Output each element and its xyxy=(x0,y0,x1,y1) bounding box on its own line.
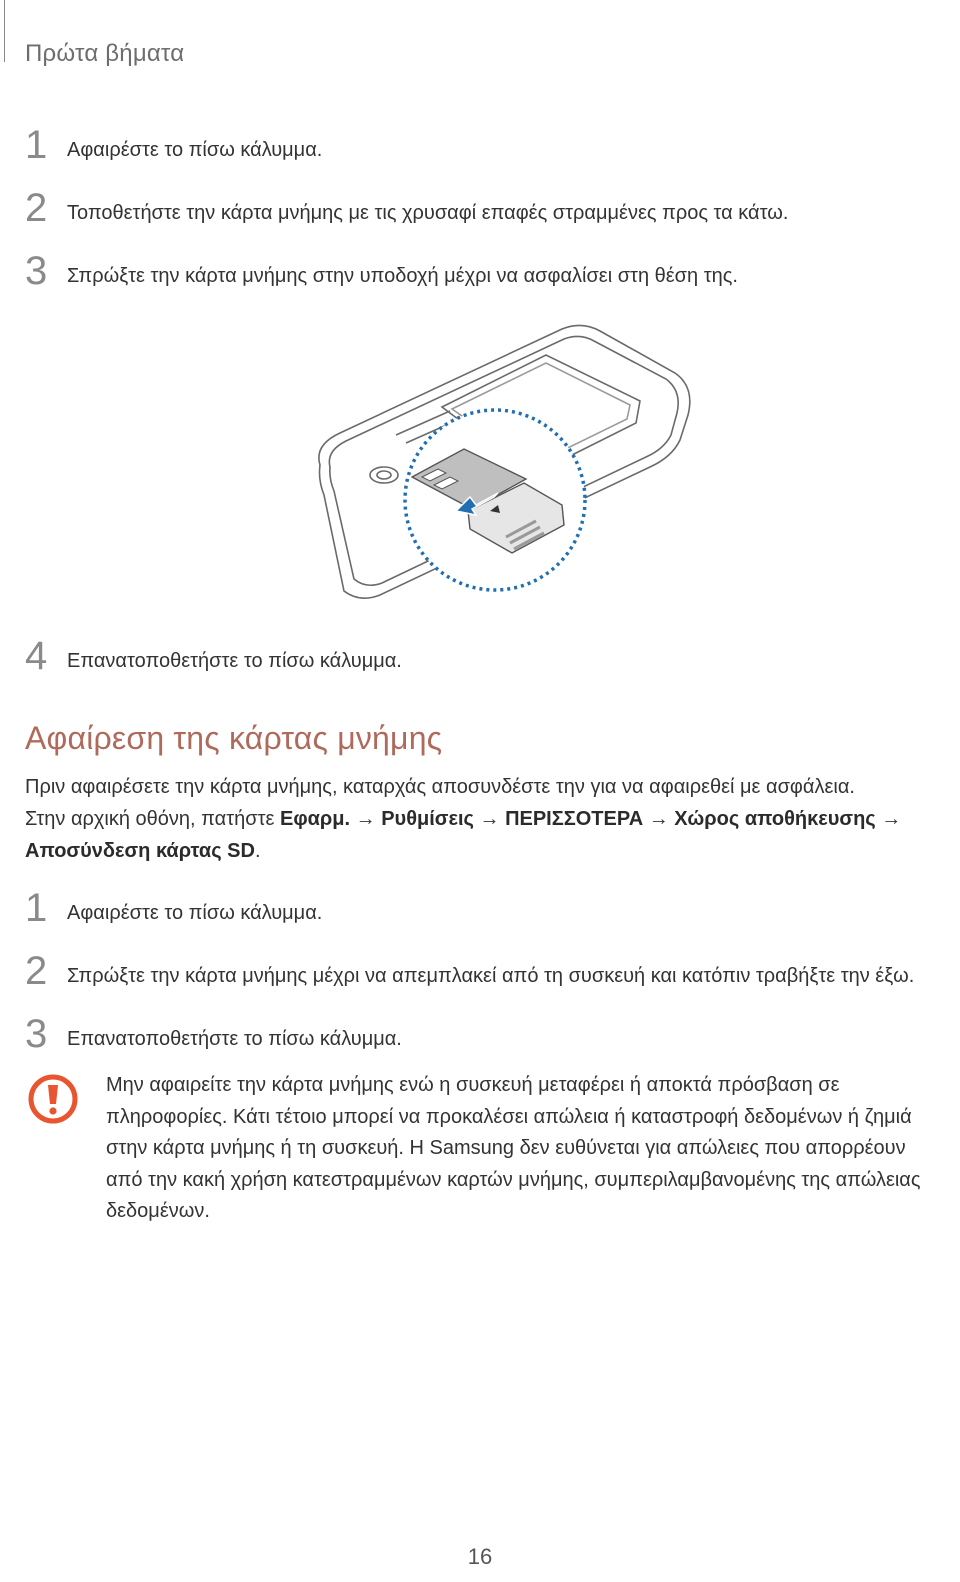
path-apps: Εφαρμ. xyxy=(279,808,351,830)
removal-step-1 xyxy=(25,888,322,928)
step-number: 1 xyxy=(25,886,48,930)
step-number: 1 xyxy=(25,123,48,167)
section-header: Πρώτα βήματα xyxy=(25,40,185,67)
settings-path-continued xyxy=(25,835,261,867)
insert-step-3 xyxy=(25,251,738,291)
warning-text xyxy=(106,1070,956,1228)
memory-card-insertion-illustration xyxy=(300,315,700,605)
exclamation-warning-icon xyxy=(27,1073,79,1125)
step-number: 3 xyxy=(25,1012,48,1056)
removal-step-2 xyxy=(25,951,914,991)
removal-step-3 xyxy=(25,1014,402,1054)
page-number: 16 xyxy=(467,1544,493,1569)
insert-step-2 xyxy=(25,188,788,228)
path-storage: Χώρος αποθήκευσης xyxy=(674,808,876,830)
warning-line: στην κάρτα μνήμης ή τη συσκευή. Η Samsung δεν ευθύνεται για απώλειες που απορρέουν xyxy=(106,1137,906,1159)
warning-line: δεδομένων. xyxy=(106,1200,210,1222)
step-number: 2 xyxy=(25,186,48,230)
warning-line: Μην αφαιρείτε την κάρτα μνήμης ενώ η συσκευή μεταφέρει ή αποκτά πρόσβαση σε xyxy=(106,1074,840,1096)
step-text: Σπρώξτε την κάρτα μνήμης μέχρι να απεμπλακεί από τη συσκευή και κατόπιν τραβήξτε την έξω. xyxy=(67,965,915,987)
step-text: Αφαιρέστε το πίσω κάλυμμα. xyxy=(67,902,323,924)
path-end: . xyxy=(254,840,261,862)
path-arrow: → xyxy=(479,808,500,830)
page-edge-rule xyxy=(4,0,5,62)
path-prefix: Στην αρχική οθόνη, πατήστε xyxy=(25,808,280,830)
step-text: Τοποθετήστε την κάρτα μνήμης με τις χρυσαφί επαφές στραμμένες προς τα κάτω. xyxy=(67,202,789,224)
path-unmount: Αποσύνδεση κάρτας SD xyxy=(25,840,255,862)
path-arrow: → xyxy=(648,808,669,830)
step-text: Αφαιρέστε το πίσω κάλυμμα. xyxy=(67,139,323,161)
warning-line: από την κακή χρήση κατεστραμμένων καρτών μνήμης, συμπεριλαμβανομένης της απώλειας xyxy=(106,1168,921,1191)
step-text: Επανατοποθετήστε το πίσω κάλυμμα. xyxy=(67,650,402,672)
insert-step-1 xyxy=(25,125,322,165)
section-title-remove-card: Αφαίρεση της κάρτας μνήμης xyxy=(25,720,443,756)
settings-path xyxy=(25,803,901,835)
path-settings: Ρυθμίσεις xyxy=(381,808,474,830)
warning-line: πληροφορίες. Κάτι τέτοιο μπορεί να προκαλέσει απώλεια ή καταστροφή δεδομένων ή ζημιά xyxy=(106,1105,912,1128)
step-text: Επανατοποθετήστε το πίσω κάλυμμα. xyxy=(67,1028,402,1050)
removal-intro: Πριν αφαιρέσετε την κάρτα μνήμης, καταρχάς αποσυνδέστε την για να αφαιρεθεί με ασφάλεια. xyxy=(25,776,855,798)
path-more: ΠΕΡΙΣΣΟΤΕΡΑ xyxy=(505,808,644,830)
insert-step-4 xyxy=(25,636,402,676)
step-text: Σπρώξτε την κάρτα μνήμης στην υποδοχή μέχρι να ασφαλίσει στη θέση της. xyxy=(67,265,738,287)
path-arrow: → xyxy=(881,808,902,830)
step-number: 3 xyxy=(25,249,48,293)
step-number: 4 xyxy=(25,634,48,678)
path-arrow: → xyxy=(355,808,376,830)
step-number: 2 xyxy=(25,949,48,993)
